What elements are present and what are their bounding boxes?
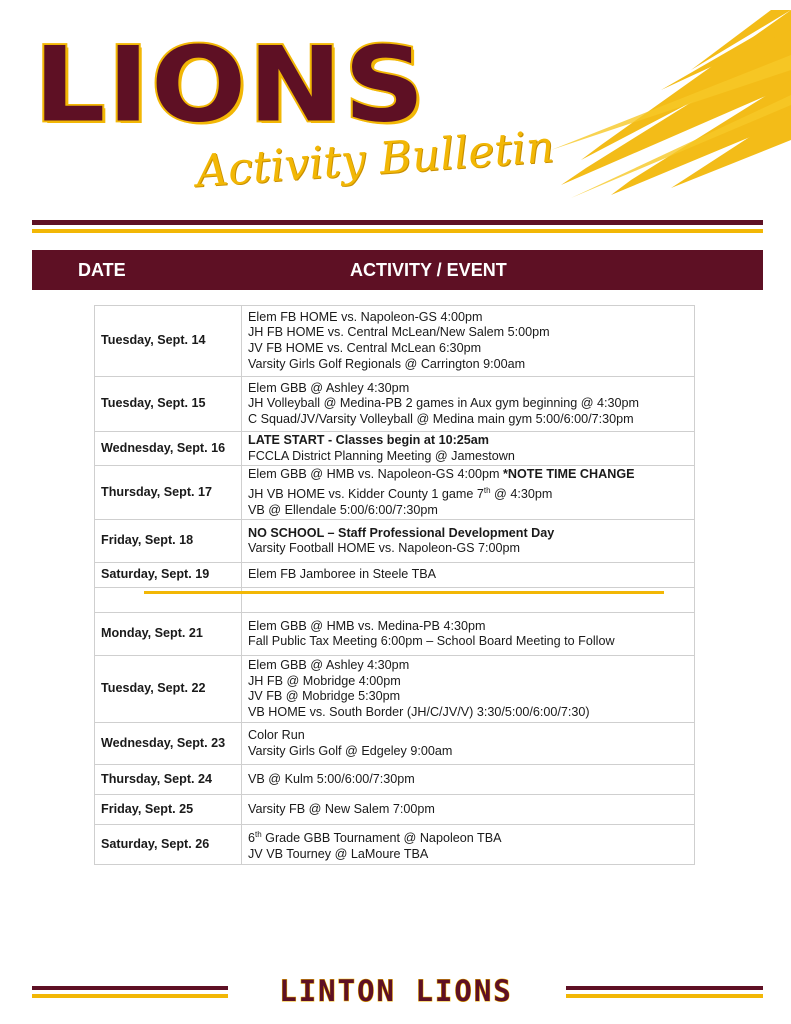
table-row [95,656,695,723]
header-rule-gold [32,229,763,233]
activity-line: Varsity Football HOME vs. Napoleon-GS 7:00pm [248,541,521,556]
activity-bulletin-script-title: Activity Bulletin [194,121,556,198]
activity-line: Fall Public Tax Meeting 6:00pm – School Board Meeting to Follow [248,634,615,649]
activity-line: JH FB HOME vs. Central McLean/New Salem 5:00pm [248,325,550,340]
row-activities [242,377,695,432]
table-row [95,795,695,825]
activity-line: VB HOME vs. South Border (JH/C/JV/V) 3:30/5:00/6:00/7:30) [248,704,590,719]
row-date: Thursday, Sept. 24 [95,765,242,795]
table-row [95,306,695,377]
activity-line [248,526,688,542]
footer-rule-left-maroon [32,986,228,990]
footer-rule-left-gold [32,994,228,998]
activity-line: JV FB @ Mobridge 5:30pm [248,689,401,704]
row-date: Monday, Sept. 21 [95,613,242,656]
table-row [95,563,695,588]
table-row [95,765,695,795]
activity-line: JH FB @ Mobridge 4:00pm [248,673,401,688]
row-date: Tuesday, Sept. 14 [95,306,242,377]
row-date: Saturday, Sept. 19 [95,563,242,588]
activity-text: @ 4:30pm [490,486,553,501]
no-school-notice: NO SCHOOL – Staff Professional Development Day [248,525,555,540]
activity-line: Varsity Girls Golf @ Edgeley 9:00am [248,743,453,758]
activity-line: JH Volleyball @ Medina-PB 2 games in Aux gym beginning @ 4:30pm [248,396,639,411]
table-row [95,377,695,432]
activity-schedule-table [94,305,695,865]
date-column-heading: DATE [78,260,126,280]
row-date: Thursday, Sept. 17 [95,466,242,520]
activity-line [248,467,688,483]
table-row [95,723,695,765]
row-activities [242,432,695,466]
late-start-notice: LATE START - Classes begin at 10:25am [248,433,489,447]
lions-logo-wordmark: LIONS [34,25,427,146]
row-date: Wednesday, Sept. 16 [95,432,242,466]
activity-line: Elem GBB @ Ashley 4:30pm [248,657,410,672]
table-row [95,520,695,563]
activity-line: Elem FB HOME vs. Napoleon-GS 4:00pm [248,309,483,324]
table-heading-bar [32,250,763,290]
row-activities [242,795,695,825]
row-activities [242,723,695,765]
activity-line: VB @ Ellendale 5:00/6:00/7:30pm [248,502,438,517]
row-date: Saturday, Sept. 26 [95,825,242,865]
time-change-note: *NOTE TIME CHANGE [502,467,635,482]
activity-text: JH VB HOME vs. Kidder County 1 game 7 [248,486,484,501]
activity-line [248,827,688,847]
row-date: Friday, Sept. 18 [95,520,242,563]
activity-line: C Squad/JV/Varsity Volleyball @ Medina main gym 5:00/6:00/7:30pm [248,411,634,426]
footer-rule-right-gold [566,994,763,998]
activity-line: VB @ Kulm 5:00/6:00/7:30pm [248,771,415,786]
row-activities [242,520,695,563]
table-row [95,613,695,656]
activity-line: JV VB Tourney @ LaMoure TBA [248,846,429,861]
row-activities [242,466,695,520]
row-date: Friday, Sept. 25 [95,795,242,825]
activity-line [248,483,688,503]
gold-week-divider [144,591,664,594]
table-row [95,825,695,865]
row-activities [242,825,695,865]
row-activities [242,306,695,377]
activity-column-heading: ACTIVITY / EVENT [350,260,507,280]
activity-line [248,433,688,449]
activity-line: Elem GBB @ HMB vs. Medina-PB 4:30pm [248,618,486,633]
row-activities [242,613,695,656]
activity-text: 6 [248,831,256,846]
row-date: Tuesday, Sept. 15 [95,377,242,432]
activity-line: Elem FB Jamboree in Steele TBA [248,567,437,582]
footer-rule-right-maroon [566,986,763,990]
row-activities [242,656,695,723]
row-date: Wednesday, Sept. 23 [95,723,242,765]
row-activities [242,563,695,588]
activity-text: Elem GBB @ HMB vs. Napoleon-GS 4:00pm [248,467,500,482]
activity-line: Varsity Girls Golf Regionals @ Carrington 9:00am [248,356,526,371]
ordinal-suffix: th [483,485,491,495]
footer-wordmark: LINTON LIONS [279,974,513,1008]
activity-line: FCCLA District Planning Meeting @ Jamestown [248,448,515,463]
row-activities [242,765,695,795]
activity-line: Color Run [248,728,305,743]
header-rule-maroon [32,220,763,225]
row-date: Tuesday, Sept. 22 [95,656,242,723]
gold-paint-splash-graphic [541,10,791,200]
activity-line: JV FB HOME vs. Central McLean 6:30pm [248,341,482,355]
activity-text: Grade GBB Tournament @ Napoleon TBA [261,831,502,846]
activity-line: Varsity FB @ New Salem 7:00pm [248,801,435,816]
table-row [95,432,695,466]
activity-line: Elem GBB @ Ashley 4:30pm [248,380,410,395]
table-row [95,466,695,520]
ordinal-suffix: th [255,829,262,839]
